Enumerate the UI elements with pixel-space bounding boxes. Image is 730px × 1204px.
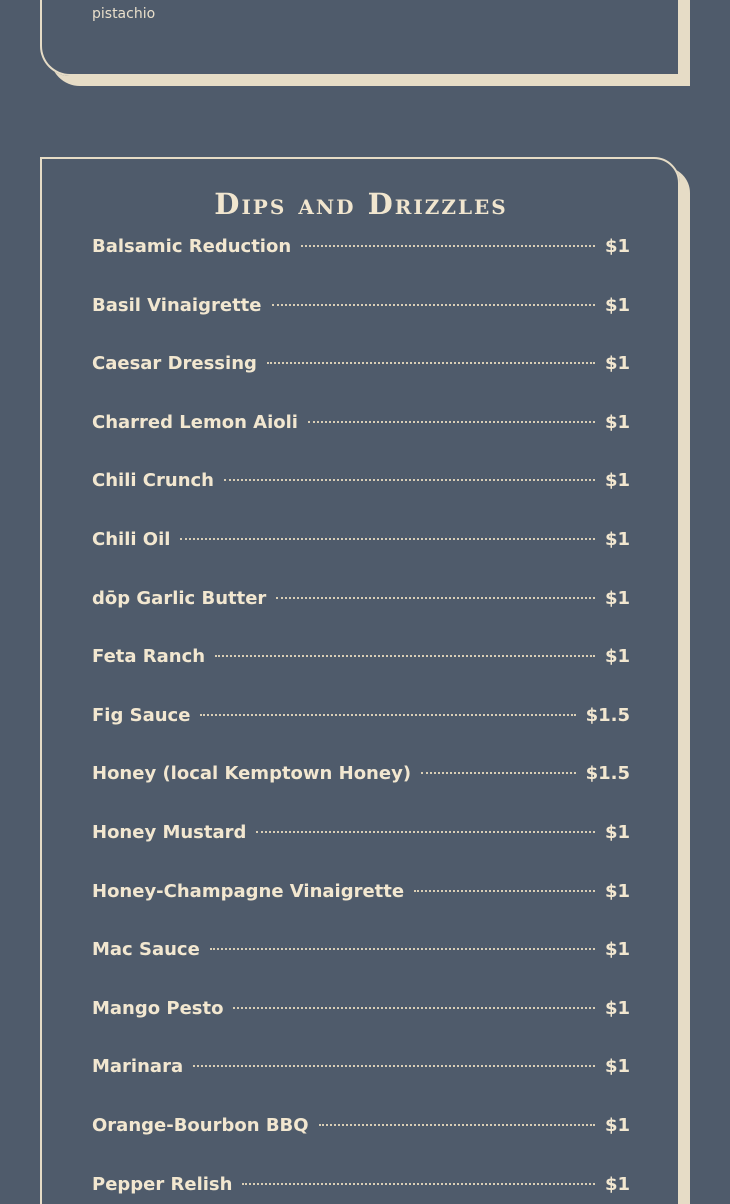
menu-item-price: $1 — [604, 880, 630, 902]
menu-item — [92, 1056, 630, 1115]
menu-item-name: Mac Sauce — [92, 939, 200, 961]
dotted-leader — [421, 772, 576, 774]
menu-item-name: Orange-Bourbon BBQ — [92, 1114, 309, 1136]
dotted-leader — [224, 479, 595, 481]
menu-item-name: dōp Garlic Butter — [92, 587, 267, 609]
dotted-leader — [210, 948, 595, 950]
menu-item — [92, 236, 630, 295]
menu-item-name: Feta Ranch — [92, 646, 206, 668]
dotted-leader — [308, 421, 595, 423]
menu-item-price: $1 — [604, 997, 630, 1019]
menu-item — [92, 412, 630, 471]
menu-item-price: $1 — [604, 821, 630, 843]
menu-item — [92, 529, 630, 588]
dotted-leader — [200, 714, 575, 716]
dotted-leader — [319, 1124, 595, 1126]
menu-item-name: Honey Mustard — [92, 821, 247, 843]
menu-item-price: $1 — [604, 353, 630, 375]
menu-item — [92, 295, 630, 354]
menu-item-name: Chili Oil — [92, 528, 171, 550]
menu-item-price: $1 — [604, 411, 630, 433]
dotted-leader — [267, 362, 595, 364]
dotted-leader — [233, 1007, 594, 1009]
dotted-leader — [180, 538, 594, 540]
previous-item-description: pistachio — [92, 6, 156, 22]
menu-item — [92, 881, 630, 940]
menu-item-price: $1 — [604, 470, 630, 492]
menu-item — [92, 998, 630, 1057]
dotted-leader — [276, 597, 595, 599]
dotted-leader — [215, 655, 595, 657]
menu-item — [92, 763, 630, 822]
menu-item-price: $1 — [604, 236, 630, 257]
dotted-leader — [301, 245, 595, 247]
menu-item-list — [92, 236, 630, 1204]
menu-item-name: Honey (local Kemptown Honey) — [92, 763, 412, 785]
menu-item-price: $1 — [604, 587, 630, 609]
dotted-leader — [272, 304, 595, 306]
menu-item — [92, 705, 630, 764]
menu-item — [92, 353, 630, 412]
menu-item-name: Charred Lemon Aioli — [92, 411, 298, 433]
menu-item-name: Pepper Relish — [92, 1173, 233, 1195]
dotted-leader — [193, 1065, 595, 1067]
menu-item-name: Caesar Dressing — [92, 353, 257, 375]
menu-item-name: Basil Vinaigrette — [92, 294, 262, 316]
menu-item — [92, 646, 630, 705]
menu-item-price: $1 — [604, 939, 630, 961]
dotted-leader — [242, 1183, 594, 1185]
menu-item-price: $1 — [604, 646, 630, 668]
menu-item-price: $1 — [604, 1114, 630, 1136]
menu-item — [92, 939, 630, 998]
menu-item-price: $1 — [604, 1173, 630, 1195]
menu-item — [92, 1174, 630, 1204]
menu-item-price: $1 — [604, 294, 630, 316]
dotted-leader — [414, 890, 595, 892]
menu-item-price: $1 — [604, 1056, 630, 1078]
menu-item — [92, 588, 630, 647]
menu-item — [92, 822, 630, 881]
menu-item-name: Chili Crunch — [92, 470, 215, 492]
menu-item-name: Mango Pesto — [92, 997, 224, 1019]
menu-item-name: Honey-Champagne Vinaigrette — [92, 880, 405, 902]
menu-item — [92, 470, 630, 529]
menu-item-name: Balsamic Reduction — [92, 236, 292, 257]
menu-item-price: $1 — [604, 528, 630, 550]
menu-item-name: Marinara — [92, 1056, 184, 1078]
menu-item-price: $1.5 — [585, 763, 630, 785]
dotted-leader — [256, 831, 595, 833]
menu-item-price: $1.5 — [585, 704, 630, 726]
section-title: Dips and Drizzles — [214, 187, 508, 221]
menu-item-name: Fig Sauce — [92, 704, 191, 726]
menu-item — [92, 1115, 630, 1174]
